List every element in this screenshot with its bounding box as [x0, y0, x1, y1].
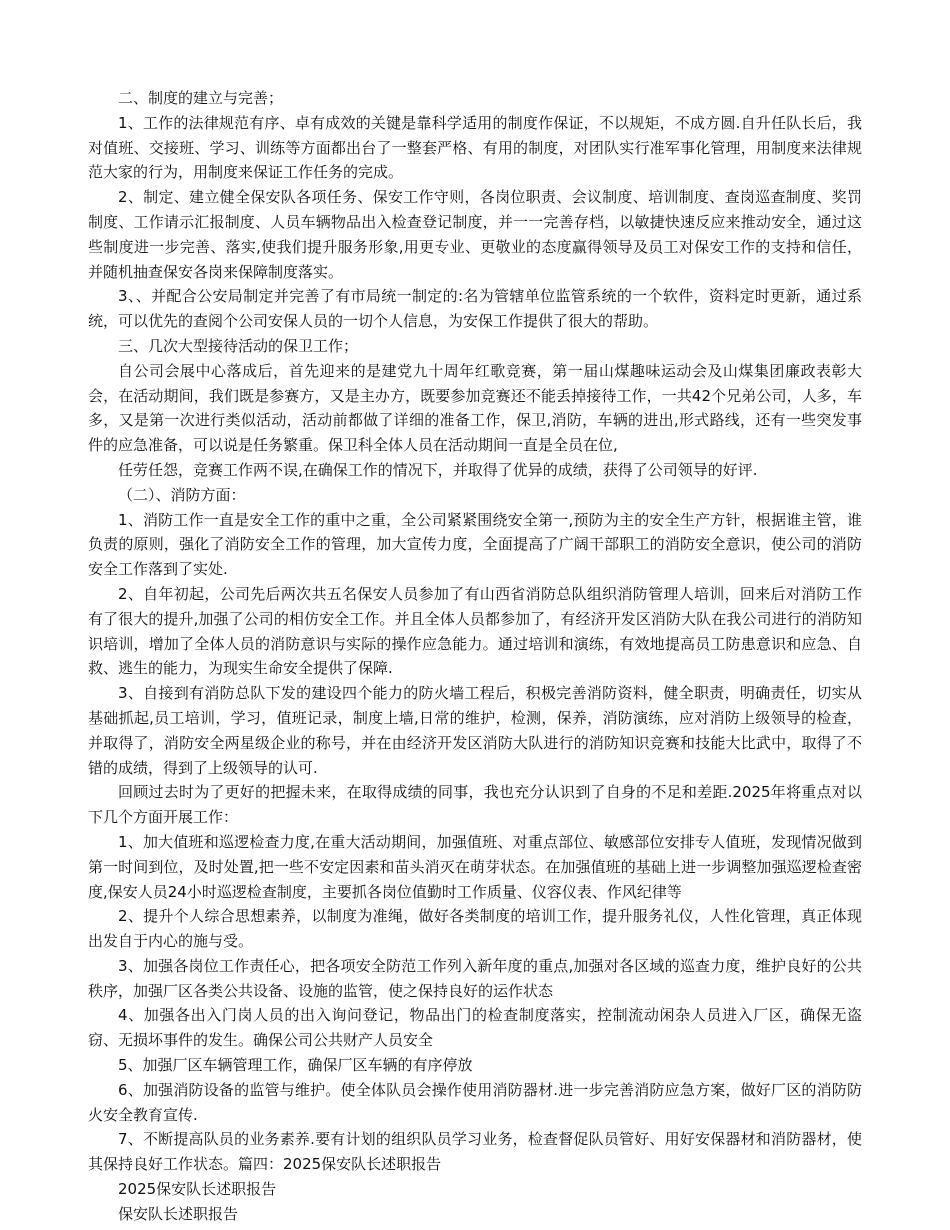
paragraph-item-1: 1、工作的法律规范有序、卓有成效的关键是靠科学适用的制度作保证，不以规矩，不成方圆.自升任队长后，我对值班、交接班、学习、训练等方面都出台了一整套严格、有用的制度，对团队实行准军事化管理，用制度来法律规范大家的行为，用制度来保证工作任务的完成。: [88, 113, 862, 182]
paragraph-report-subtitle: 保安队长述职报告: [118, 1204, 239, 1223]
paragraph-reception-result: 任劳任怨，竞赛工作两不误,在确保工作的情况下，并取得了优异的成绩，获得了公司领导的好评.: [118, 460, 758, 479]
paragraph-fire-item-2: 2、自年初起，公司先后两次共五名保安人员参加了有山西省消防总队组织消防管理人培训，回来后对消防工作有了很大的提升,加强了公司的相仿安全工作。并且全体人员都参加了，有经济开发区消防大队在我公司进行的消防知识培训，增加了全体人员的消防意识与实际的操作应急能力。通过培训和演练，有效地提高员工防患意识和应急、自救、逃生的能力，为现实生命安全提供了保障.: [88, 584, 862, 678]
paragraph-item-2: 2、制定、建立健全保安队各项任务、保安工作守则，各岗位职责、会议制度、培训制度、查岗巡查制度、奖罚制度、工作请示汇报制度、人员车辆物品出入检查登记制度，并一一完善存档，以敏捷快速反应来推动安全，通过这些制度进一步完善、落实,使我们提升服务形象,用更专业、更敬业的态度赢得领导及员工对保安工作的支持和信任，并随机抽查保安各岗来保障制度落实。: [88, 188, 862, 281]
paragraph-report-title: 2025保安队长述职报告: [118, 1180, 277, 1199]
paragraph-plan-item-3: 3、加强各岗位工作责任心，把各项安全防范工作列入新年度的重点,加强对各区域的巡查力度，维护良好的公共秩序，加强厂区各类公共设备、设施的监管，使之保持良好的运作状态: [88, 956, 862, 1000]
paragraph-section-heading-2: 二、制度的建立与完善；: [118, 89, 284, 107]
paragraph-reception-activities: 自公司会展中心落成后，首先迎来的是建党九十周年红歌竞赛，第一届山煤趣味运动会及山煤集团廉政表彰大会，在活动期间，我们既是参赛方，又是主办方，既要参加竞赛还不能丢掉接待工作，一共42个兄弟公司，人多，车多，又是第一次进行类似活动，活动前都做了详细的准备工作，保卫,消防，车辆的进出,形式路线，还有一些突发事件的应急准备，可以说是任务繁重。保卫科全体人员在活动期间一直是全员在位,: [88, 361, 862, 455]
paragraph-plan-item-6: 6、加强消防设备的监管与维护。使全体队员会操作使用消防器材.进一步完善消防应急方案，做好厂区的消防防火安全教育宣传.: [88, 1080, 862, 1124]
paragraph-plan-item-4: 4、加强各出入门岗人员的出入询问登记，物品出门的检查制度落实，控制流动闲杂人员进入厂区，确保无盗窃、无损坏事件的发生。确保公司公共财产人员安全: [88, 1006, 862, 1050]
paragraph-fire-item-1: 1、消防工作一直是安全工作的重中之重，全公司紧紧围绕安全第一,预防为主的安全生产方针，根据谁主管，谁负责的原则，强化了消防安全工作的管理，加大宣传力度，全面提高了广阔干部职工的消防安全意识，使公司的消防安全工作落到了实处.: [88, 510, 862, 579]
paragraph-plan-item-2: 2、提升个人综合思想素养，以制度为准绳，做好各类制度的培训工作，提升服务礼仪，人性化管理，真正体现出发自于内心的施与受。: [88, 907, 862, 951]
paragraph-fire-heading: （二）、消防方面：: [118, 485, 246, 504]
paragraph-section-heading-3: 三、几次大型接待活动的保卫工作；: [118, 336, 359, 355]
paragraph-plan-item-5: 5、加强厂区车辆管理工作，确保厂区车辆的有序停放: [118, 1056, 473, 1075]
paragraph-review: 回顾过去时为了更好的把握未来，在取得成绩的同事，我也充分认识到了自身的不足和差距.2025年将重点对以下几个方面开展工作：: [88, 783, 862, 827]
paragraph-item-3: 3、、并配合公安局制定并完善了有市局统一制定的:名为管辖单位监管系统的一个软件，资料定时更新，通过系统，可以优先的查阅个公司安保人员的一切个人信息，为安保工作提供了很大的帮助。: [88, 287, 862, 331]
paragraph-plan-item-1: 1、加大值班和巡逻检查力度,在重大活动期间，加强值班、对重点部位、敏感部位安排专人值班，发现情况做到第一时间到位，及时处置,把一些不安定因素和苗头消灭在萌芽状态。在加强值班的基础上进一步调整加强巡逻检查密度,保安人员24小时巡逻检查制度，主要抓各岗位值勤时工作质量、仪容仪表、作风纪律等: [88, 832, 862, 901]
paragraph-fire-item-3: 3、自接到有消防总队下发的建设四个能力的防火墙工程后，积极完善消防资料，健全职责，明确责任，切实从基础抓起,员工培训，学习，值班记录，制度上墙,日常的维护，检测，保养，消防演练，应对消防上级领导的检查，并取得了，消防安全两星级企业的称号，并在由经济开发区消防大队进行的消防知识竞赛和技能大比武中，取得了不错的成绩，得到了上级领导的认可.: [88, 684, 862, 777]
paragraph-plan-item-7: 7、不断提高队员的业务素养.要有计划的组织队员学习业务，检查督促队员管好、用好安保器材和消防器材，使其保持良好工作状态。篇四：2025保安队长述职报告: [88, 1130, 862, 1174]
